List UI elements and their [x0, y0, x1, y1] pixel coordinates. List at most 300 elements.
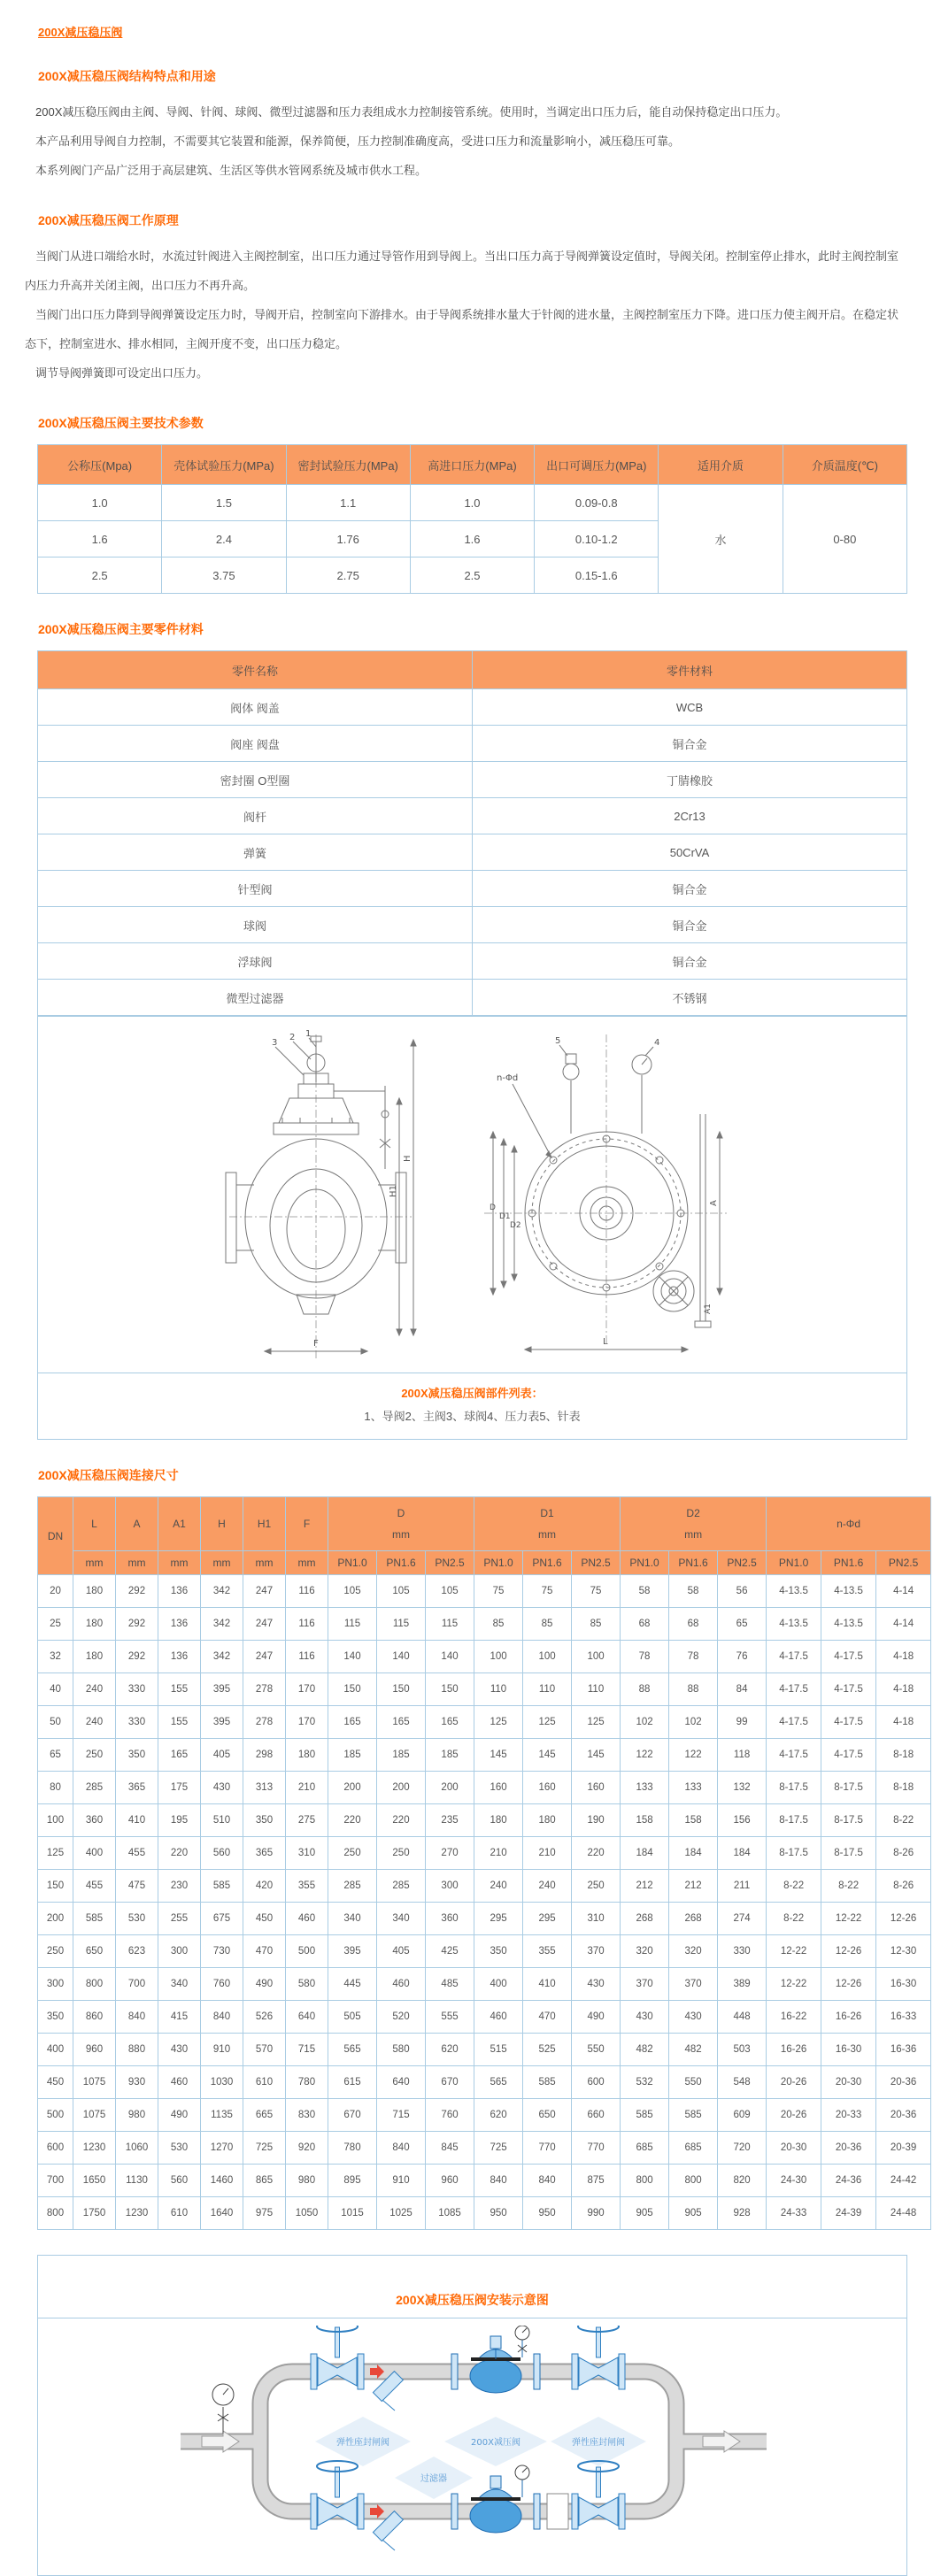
cell: 350 [243, 1804, 286, 1837]
cell: 8-22 [876, 1804, 931, 1837]
cell: 4-17.5 [821, 1673, 876, 1706]
table-row [38, 1772, 931, 1804]
cell: 80 [38, 1772, 73, 1804]
column-header: 介质温度(℃) [783, 445, 906, 485]
cell: 丁腈橡胶 [473, 762, 907, 798]
cell: 389 [718, 1968, 767, 2001]
cell: 180 [286, 1739, 328, 1772]
cell: 285 [73, 1772, 116, 1804]
table-row [38, 834, 907, 871]
cell: 160 [474, 1772, 523, 1804]
svg-text:H: H [402, 1155, 413, 1162]
cell: 180 [474, 1804, 523, 1837]
medium-cell: 水 [659, 485, 783, 594]
cell: 3.75 [162, 557, 286, 594]
cell: 4-17.5 [821, 1739, 876, 1772]
table-row [38, 1837, 931, 1870]
cell: 725 [474, 2132, 523, 2165]
cell: 510 [201, 1804, 243, 1837]
cell: 455 [73, 1870, 116, 1903]
cell: 195 [158, 1804, 201, 1837]
cell: 铜合金 [473, 943, 907, 980]
cell: 400 [73, 1837, 116, 1870]
svg-text:2: 2 [289, 1033, 295, 1042]
cell: 360 [426, 1903, 474, 1935]
cell: 8-26 [876, 1837, 931, 1870]
cell: 820 [718, 2165, 767, 2197]
cell: 铜合金 [473, 726, 907, 762]
svg-text:D1: D1 [498, 1212, 511, 1221]
cell: 1.0 [410, 485, 534, 521]
cell: 20-26 [767, 2066, 821, 2099]
cell: 铜合金 [473, 907, 907, 943]
parts-drawings [38, 1017, 906, 1373]
cell: 455 [116, 1837, 158, 1870]
cell: 585 [669, 2099, 718, 2132]
cell: 485 [426, 1968, 474, 2001]
cell: 865 [243, 2165, 286, 2197]
cell: 1025 [377, 2197, 426, 2230]
cell: 270 [426, 1837, 474, 1870]
cell: 500 [286, 1935, 328, 1968]
cell: 430 [621, 2001, 669, 2034]
cell: 20-30 [767, 2132, 821, 2165]
cell: 415 [158, 2001, 201, 2034]
cell: 405 [201, 1739, 243, 1772]
cell: 220 [328, 1804, 377, 1837]
cell: 1015 [328, 2197, 377, 2230]
cell: 255 [158, 1903, 201, 1935]
cell: 350 [474, 1935, 523, 1968]
cell: 565 [474, 2066, 523, 2099]
pn-header: PN1.0 [328, 1551, 377, 1575]
cell: 460 [474, 2001, 523, 2034]
cell: 85 [523, 1608, 572, 1641]
cell: 620 [474, 2099, 523, 2132]
cell: 250 [38, 1935, 73, 1968]
cell: 609 [718, 2099, 767, 2132]
cell: 160 [572, 1772, 621, 1804]
table-row [38, 1968, 931, 2001]
header-row-groups [38, 1497, 931, 1551]
pn-header: PN1.0 [767, 1551, 821, 1575]
cell: 895 [328, 2165, 377, 2197]
cell: 550 [669, 2066, 718, 2099]
cell: 200 [426, 1772, 474, 1804]
cell: 400 [474, 1968, 523, 2001]
cell: 116 [286, 1641, 328, 1673]
cell: 505 [328, 2001, 377, 2034]
cell: 150 [426, 1673, 474, 1706]
cell: 185 [426, 1739, 474, 1772]
cell: 16-30 [821, 2034, 876, 2066]
cell: 355 [286, 1870, 328, 1903]
cell: 140 [328, 1641, 377, 1673]
cell: 910 [201, 2034, 243, 2066]
cell: 210 [523, 1837, 572, 1870]
cell: 520 [377, 2001, 426, 2034]
cell: 980 [286, 2165, 328, 2197]
svg-text:L: L [602, 1337, 608, 1347]
cell: 24-36 [821, 2165, 876, 2197]
table-row [38, 2001, 931, 2034]
cell: 285 [377, 1870, 426, 1903]
cell: 585 [523, 2066, 572, 2099]
cell: 247 [243, 1641, 286, 1673]
cell: 623 [116, 1935, 158, 1968]
unit-header: mm [201, 1551, 243, 1575]
cell: 4-18 [876, 1706, 931, 1739]
cell: 268 [669, 1903, 718, 1935]
cell: 530 [116, 1903, 158, 1935]
cell: 不锈钢 [473, 980, 907, 1016]
cell: 830 [286, 2099, 328, 2132]
cell: 760 [201, 1968, 243, 2001]
table-row [38, 689, 907, 726]
cell: 660 [572, 2099, 621, 2132]
cell: 75 [474, 1575, 523, 1608]
cell: 840 [377, 2132, 426, 2165]
cell: 700 [38, 2165, 73, 2197]
cell: 845 [426, 2132, 474, 2165]
cell: 930 [116, 2066, 158, 2099]
cell: 840 [201, 2001, 243, 2034]
cell: 460 [377, 1968, 426, 2001]
cell: 600 [572, 2066, 621, 2099]
cell: 156 [718, 1804, 767, 1837]
cell: 1.6 [410, 521, 534, 557]
svg-text:A: A [708, 1200, 719, 1206]
cell: 2Cr13 [473, 798, 907, 834]
group-label: D2 [686, 1507, 700, 1519]
cell: 100 [523, 1641, 572, 1673]
svg-text:A1: A1 [703, 1303, 713, 1314]
table-row [38, 2165, 931, 2197]
cell: 68 [669, 1608, 718, 1641]
cell: 580 [286, 1968, 328, 2001]
cell: 313 [243, 1772, 286, 1804]
cell: 620 [426, 2034, 474, 2066]
cell: 990 [572, 2197, 621, 2230]
cell: 445 [328, 1968, 377, 2001]
cell: 阀杆 [38, 798, 473, 834]
cell: 585 [73, 1903, 116, 1935]
cell: 905 [621, 2197, 669, 2230]
svg-text:5: 5 [554, 1036, 560, 1046]
cell: 365 [243, 1837, 286, 1870]
cell: 1750 [73, 2197, 116, 2230]
cell: 20-33 [821, 2099, 876, 2132]
cell: 980 [116, 2099, 158, 2132]
cell: 1060 [116, 2132, 158, 2165]
cell: 720 [718, 2132, 767, 2165]
paragraph: 当阀门从进口端给水时，水流过针阀进入主阀控制室，出口压力通过导管作用到导阀上。当出口压力高于导阀弹簧设定值时，导阀关闭。控制室停止排水，此时主阀控制室内压力升高并关闭主阀，出口压力不再升高。 [25, 250, 899, 292]
cell: 515 [474, 2034, 523, 2066]
cell: 132 [718, 1772, 767, 1804]
cell: 110 [474, 1673, 523, 1706]
cell: 20-36 [821, 2132, 876, 2165]
column-header: 零件材料 [473, 651, 907, 689]
cell: 470 [243, 1935, 286, 1968]
table-row [38, 485, 907, 521]
cell: 555 [426, 2001, 474, 2034]
cell: 530 [158, 2132, 201, 2165]
cell: 1.0 [38, 485, 162, 521]
cell: 610 [243, 2066, 286, 2099]
cell: 670 [426, 2066, 474, 2099]
cell: 274 [718, 1903, 767, 1935]
cell: 1230 [116, 2197, 158, 2230]
cell: 175 [158, 1772, 201, 1804]
cell: 950 [474, 2197, 523, 2230]
table-row [38, 1608, 931, 1641]
cell: 4-13.5 [767, 1608, 821, 1641]
cell: 532 [621, 2066, 669, 2099]
cell: 4-17.5 [767, 1641, 821, 1673]
cell: 球阀 [38, 907, 473, 943]
cell: 295 [474, 1903, 523, 1935]
cell: 针型阀 [38, 871, 473, 907]
cell: 190 [572, 1804, 621, 1837]
cell: 500 [38, 2099, 73, 2132]
cell: 292 [116, 1641, 158, 1673]
cell: 1640 [201, 2197, 243, 2230]
pn-header: PN1.0 [621, 1551, 669, 1575]
cell: 212 [669, 1870, 718, 1903]
cell: 503 [718, 2034, 767, 2066]
cell: 145 [572, 1739, 621, 1772]
cell: 阀座 阀盘 [38, 726, 473, 762]
cell: 65 [718, 1608, 767, 1641]
cell: 342 [201, 1608, 243, 1641]
unit-header: mm [116, 1551, 158, 1575]
dimensions-heading: 200X减压稳压阀连接尺寸 [38, 1468, 179, 1482]
cell: 136 [158, 1641, 201, 1673]
cell: 180 [73, 1641, 116, 1673]
cell: 525 [523, 2034, 572, 2066]
cell: 24-30 [767, 2165, 821, 2197]
cell: 1.5 [162, 485, 286, 521]
table-row [38, 2066, 931, 2099]
cell: 250 [328, 1837, 377, 1870]
table-row [38, 1706, 931, 1739]
cell: 300 [158, 1935, 201, 1968]
materials-header-row [38, 651, 907, 689]
cell: 548 [718, 2066, 767, 2099]
cell: 975 [243, 2197, 286, 2230]
cell: 16-26 [767, 2034, 821, 2066]
cell: 460 [158, 2066, 201, 2099]
cell: 1075 [73, 2099, 116, 2132]
cell: 180 [523, 1804, 572, 1837]
cell: 960 [426, 2165, 474, 2197]
cell: 275 [286, 1804, 328, 1837]
cell: 40 [38, 1673, 73, 1706]
cell: 2.4 [162, 521, 286, 557]
product-title-link[interactable]: 200X减压稳压阀 [38, 26, 123, 39]
cell: 105 [377, 1575, 426, 1608]
table-row [38, 2132, 931, 2165]
cell: 570 [243, 2034, 286, 2066]
cell: 292 [116, 1608, 158, 1641]
table-row [38, 1641, 931, 1673]
svg-text:弹性座封闸阀: 弹性座封闸阀 [335, 2438, 389, 2448]
cell: 430 [201, 1772, 243, 1804]
cell: 211 [718, 1870, 767, 1903]
table-row [38, 1870, 931, 1903]
cell: 1460 [201, 2165, 243, 2197]
cell: 420 [243, 1870, 286, 1903]
cell: 58 [669, 1575, 718, 1608]
cell: 8-22 [821, 1870, 876, 1903]
cell: 395 [201, 1706, 243, 1739]
cell: 875 [572, 2165, 621, 2197]
cell: 1075 [73, 2066, 116, 2099]
cell: 610 [158, 2197, 201, 2230]
reducing-valve-top [451, 2326, 540, 2393]
cell: 85 [572, 1608, 621, 1641]
cell: 220 [572, 1837, 621, 1870]
paragraph: 调节导阀弹簧即可设定出口压力。 [35, 366, 209, 380]
pn-header: PN2.5 [718, 1551, 767, 1575]
cell: 715 [377, 2099, 426, 2132]
cell: 405 [377, 1935, 426, 1968]
installation-schematic [172, 2326, 774, 2575]
tech-params-heading: 200X减压稳压阀主要技术参数 [38, 416, 204, 430]
tech-params-table [37, 444, 907, 594]
cell: 770 [572, 2132, 621, 2165]
temperature-cell: 0-80 [783, 485, 906, 594]
cell: 150 [377, 1673, 426, 1706]
cell: 430 [572, 1968, 621, 2001]
column-header: 密封试验压力(MPa) [286, 445, 410, 485]
cell: 298 [243, 1739, 286, 1772]
cell: 200 [38, 1903, 73, 1935]
cell: 68 [621, 1608, 669, 1641]
cell: 320 [621, 1935, 669, 1968]
cell: 470 [523, 2001, 572, 2034]
table-row [38, 726, 907, 762]
cell: 240 [73, 1673, 116, 1706]
cell: 330 [718, 1935, 767, 1968]
svg-text:200X减压阀: 200X减压阀 [470, 2438, 520, 2448]
cell: 482 [621, 2034, 669, 2066]
cell: 浮球阀 [38, 943, 473, 980]
cell: 136 [158, 1608, 201, 1641]
cell: 410 [116, 1804, 158, 1837]
cell: 430 [669, 2001, 718, 2034]
cell: 230 [158, 1870, 201, 1903]
cell: 330 [116, 1673, 158, 1706]
cell: 278 [243, 1673, 286, 1706]
cell: 2.5 [410, 557, 534, 594]
cell: 145 [523, 1739, 572, 1772]
parts-list-title: 200X减压稳压阀部件列表： [401, 1387, 544, 1400]
cell: 4-17.5 [821, 1706, 876, 1739]
cell: 950 [523, 2197, 572, 2230]
cell: 165 [158, 1739, 201, 1772]
cell: 145 [474, 1739, 523, 1772]
cell: 685 [621, 2132, 669, 2165]
cell: 780 [328, 2132, 377, 2165]
cell: 155 [158, 1706, 201, 1739]
group-label: D [397, 1507, 405, 1519]
cell: 350 [38, 2001, 73, 2034]
cell: 8-22 [767, 1903, 821, 1935]
cell: 158 [669, 1804, 718, 1837]
table-row [38, 1575, 931, 1608]
column-header: H1 [243, 1497, 286, 1551]
cell: 340 [377, 1903, 426, 1935]
cell: 78 [621, 1641, 669, 1673]
table-row [38, 943, 907, 980]
column-header: 壳体试验压力(MPa) [162, 445, 286, 485]
tech-params-header-row [38, 445, 907, 485]
cell: 12-30 [876, 1935, 931, 1968]
pn-header: PN2.5 [876, 1551, 931, 1575]
cell: 490 [572, 2001, 621, 2034]
cell: 730 [201, 1935, 243, 1968]
svg-text:弹性座封闸阀: 弹性座封闸阀 [571, 2438, 625, 2448]
cell: 弹簧 [38, 834, 473, 871]
pn-header: PN1.0 [474, 1551, 523, 1575]
column-header: 公称压(Mpa) [38, 445, 162, 485]
cell: 165 [328, 1706, 377, 1739]
cell: 24-42 [876, 2165, 931, 2197]
cell: 2.5 [38, 557, 162, 594]
cell: 247 [243, 1608, 286, 1641]
cell: 170 [286, 1706, 328, 1739]
cell: 165 [377, 1706, 426, 1739]
parts-list-items: 1、导阀2、主阀3、球阀4、压力表5、针表 [364, 1410, 581, 1423]
cell: 8-18 [876, 1739, 931, 1772]
cell: 阀体 阀盖 [38, 689, 473, 726]
dimensions-table [37, 1496, 931, 2230]
cell: 685 [669, 2132, 718, 2165]
cell: 355 [523, 1935, 572, 1968]
cell: 158 [621, 1804, 669, 1837]
table-row [38, 1903, 931, 1935]
cell: 250 [73, 1739, 116, 1772]
cell: 116 [286, 1575, 328, 1608]
cell: 310 [286, 1837, 328, 1870]
cell: 32 [38, 1641, 73, 1673]
cell: 250 [377, 1837, 426, 1870]
cell: 20-26 [767, 2099, 821, 2132]
svg-text:过滤器: 过滤器 [420, 2474, 447, 2484]
cell: 65 [38, 1739, 73, 1772]
cell: 58 [621, 1575, 669, 1608]
column-header-group: n-Φd [767, 1497, 931, 1551]
cell: 1270 [201, 2132, 243, 2165]
cell: 292 [116, 1575, 158, 1608]
group-unit: mm [684, 1528, 703, 1541]
cell: 490 [158, 2099, 201, 2132]
cell: 4-13.5 [821, 1575, 876, 1608]
cell: 395 [328, 1935, 377, 1968]
cell: 12-22 [821, 1903, 876, 1935]
cell: 400 [38, 2034, 73, 2066]
cell: 370 [621, 1968, 669, 2001]
cell: 365 [116, 1772, 158, 1804]
cell: 56 [718, 1575, 767, 1608]
cell: 184 [621, 1837, 669, 1870]
column-header: 高进口压力(MPa) [410, 445, 534, 485]
cell: 165 [426, 1706, 474, 1739]
cell: 840 [116, 2001, 158, 2034]
cell: 180 [73, 1608, 116, 1641]
cell: 4-18 [876, 1673, 931, 1706]
